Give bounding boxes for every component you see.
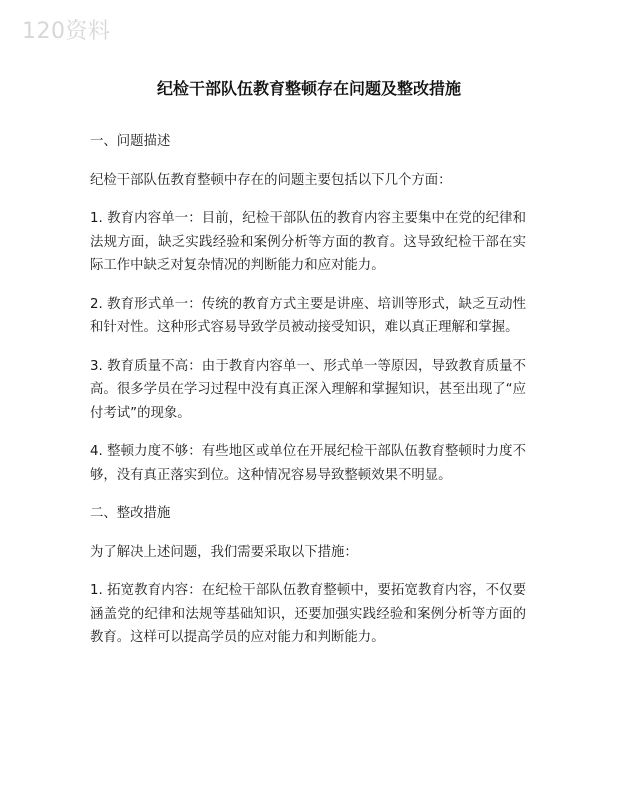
problem-item-2: 2. 教育形式单一：传统的教育方式主要是讲座、培训等形式，缺乏互动性和针对性。这种形式容易导致学员被动接受知识，难以真正理解和掌握。 bbox=[90, 296, 526, 335]
problem-item-3: 3. 教育质量不高：由于教育内容单一、形式单一等原因，导致教育质量不高。很多学员在学习过程中没有真正深入理解和掌握知识，甚至出现了“应付考试”的现象。 bbox=[90, 358, 526, 421]
problem-item-4: 4. 整顿力度不够：有些地区或单位在开展纪检干部队伍教育整顿时力度不够，没有真正落实到位。这种情况容易导致整顿效果不明显。 bbox=[90, 444, 526, 483]
section-intro-problems: 纪检干部队伍教育整顿中存在的问题主要包括以下几个方面： bbox=[90, 172, 452, 188]
document-body bbox=[90, 130, 526, 665]
section-intro-measures: 为了解决上述问题，我们需要采取以下措施： bbox=[90, 544, 358, 560]
document-title: 纪检干部队伍教育整顿存在问题及整改措施 bbox=[156, 79, 461, 98]
problem-item-1: 1. 教育内容单一：目前，纪检干部队伍的教育内容主要集中在党的纪律和法规方面，缺乏实践经验和案例分析等方面的教育。这导致纪检干部在实际工作中缺乏对复杂情况的判断能力和应对能力。 bbox=[90, 211, 526, 273]
section-heading-problems: 一、问题描述 bbox=[90, 134, 171, 149]
section-heading-measures: 二、整改措施 bbox=[90, 506, 171, 521]
watermark: 120资料 bbox=[22, 19, 111, 44]
measure-item-1: 1. 拓宽教育内容：在纪检干部队伍教育整顿中，要拓宽教育内容，不仅要涵盖党的纪律和法规等基础知识，还要加强实践经验和案例分析等方面的教育。这样可以提高学员的应对能力和判断能力。 bbox=[90, 583, 526, 645]
